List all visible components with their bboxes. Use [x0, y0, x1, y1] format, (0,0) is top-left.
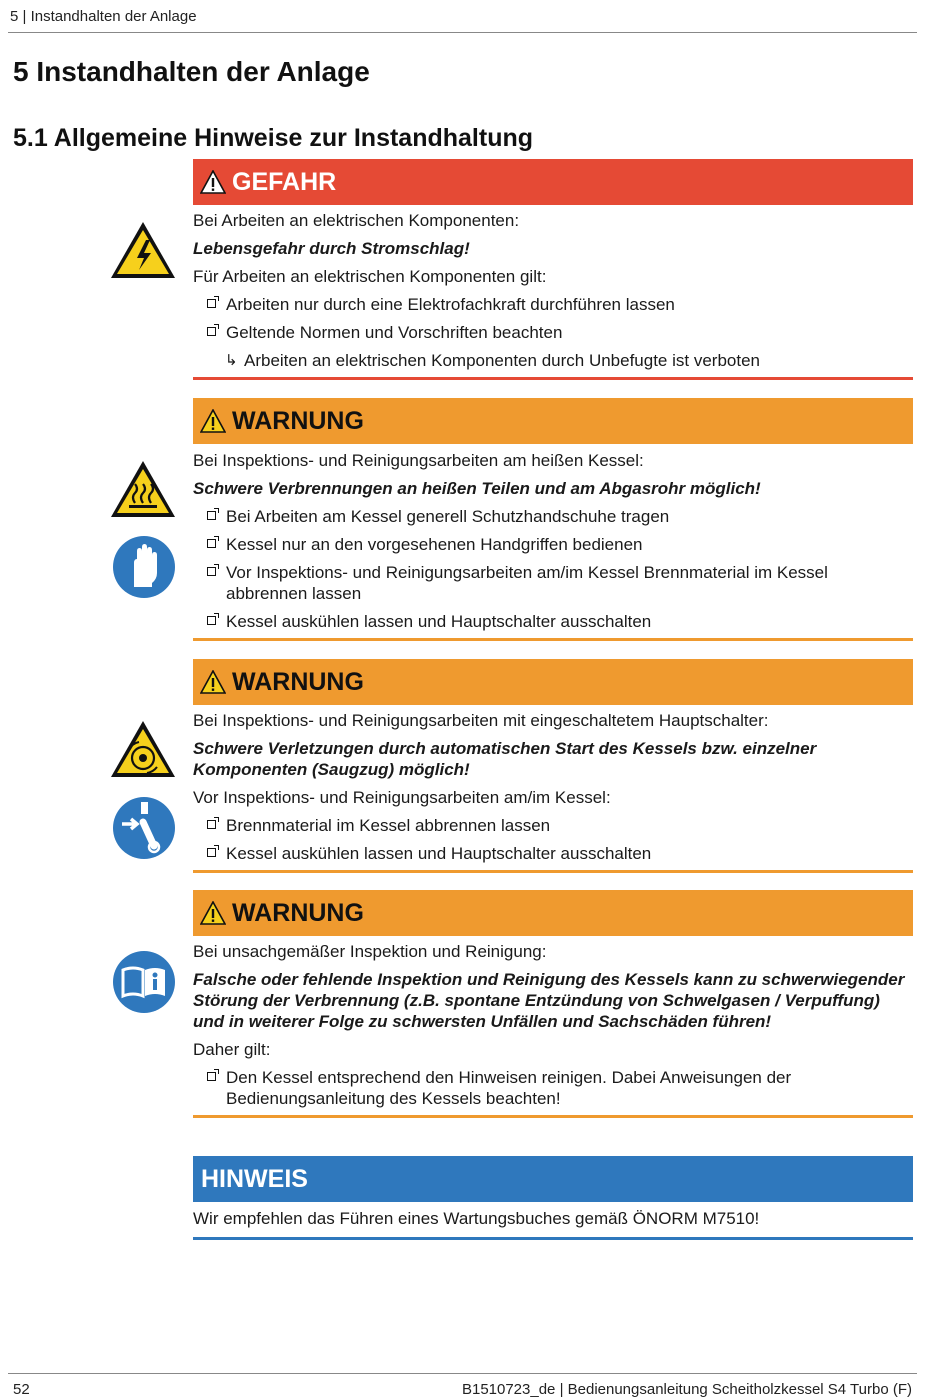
electric-hazard-icon — [109, 220, 177, 280]
list-item — [193, 534, 913, 555]
notice-level: WARNUNG — [232, 406, 364, 435]
list-item-text: Kessel auskühlen lassen und Hauptschalter ausschalten — [226, 612, 652, 631]
checkbox-bullet-icon — [207, 299, 216, 308]
warnung-banner — [193, 398, 913, 444]
document-reference: B1510723_de | Bedienungsanleitung Scheitholzkessel S4 Turbo (F) — [461, 1381, 912, 1398]
list-item-text: Vor Inspektions- und Reinigungsarbeiten am/im Kessel Brennmaterial im Kessel abbrennen lassen — [226, 563, 828, 603]
list-item — [193, 815, 913, 836]
list-item — [193, 1067, 913, 1109]
checkbox-bullet-icon — [207, 820, 216, 829]
checkbox-bullet-icon — [207, 616, 216, 625]
header-rule — [8, 32, 917, 33]
warning-triangle-icon — [200, 670, 226, 694]
list-item-text: Kessel nur an den vorgesehenen Handgriffen bedienen — [226, 535, 643, 554]
notice-lead: Daher gilt: — [193, 1040, 271, 1059]
notice-hinweis — [193, 1156, 913, 1240]
notice-consequence: Falsche oder fehlende Inspektion und Reinigung des Kessels kann zu schwerwiegender Störung der Verbrennung (z.B. spontane Entzündung von Schwelgasen / Verpuffung) und in weiterer Folge zu schwersten Unfällen und Sachschäden führen! — [193, 970, 905, 1031]
notice-warnung-inspection — [193, 890, 913, 1118]
footer-rule — [8, 1373, 917, 1374]
notice-intro: Bei Inspektions- und Reinigungsarbeiten mit eingeschaltetem Hauptschalter: — [193, 711, 769, 730]
result-text: Arbeiten an elektrischen Komponenten durch Unbefugte ist verboten — [244, 351, 760, 370]
checkbox-bullet-icon — [207, 511, 216, 520]
notice-lead: Vor Inspektions- und Reinigungsarbeiten am/im Kessel: — [193, 788, 611, 807]
list-item-text: Bei Arbeiten am Kessel generell Schutzhandschuhe tragen — [226, 507, 670, 526]
warning-triangle-icon — [200, 901, 226, 925]
list-item — [193, 294, 913, 315]
result-arrow-icon: ↳ — [225, 352, 238, 369]
read-manual-icon — [110, 948, 178, 1016]
checkbox-bullet-icon — [207, 567, 216, 576]
automatic-start-icon — [109, 719, 177, 779]
warning-triangle-icon — [200, 170, 226, 194]
list-item-text: Brennmaterial im Kessel abbrennen lassen — [226, 816, 551, 835]
notice-intro: Bei Inspektions- und Reinigungsarbeiten am heißen Kessel: — [193, 451, 644, 470]
warnung-banner — [193, 890, 913, 936]
notice-consequence: Schwere Verletzungen durch automatischen Start des Kessels bzw. einzelner Komponenten (Saugzug) möglich! — [193, 739, 817, 779]
notice-level: WARNUNG — [232, 898, 364, 927]
checkbox-bullet-icon — [207, 327, 216, 336]
gefahr-banner — [193, 159, 913, 205]
notice-level: HINWEIS — [201, 1164, 308, 1193]
notice-end-rule — [193, 1115, 913, 1118]
list-item — [193, 322, 913, 343]
notice-warnung-autostart — [193, 659, 913, 873]
notice-end-rule — [193, 870, 913, 873]
notice-warnung-hot — [193, 398, 913, 641]
warning-triangle-icon — [200, 409, 226, 433]
notice-end-rule — [193, 377, 913, 380]
list-item — [193, 506, 913, 527]
notice-text: Wir empfehlen das Führen eines Wartungsbuches gemäß ÖNORM M7510! — [193, 1209, 760, 1228]
section-title: 5.1 Allgemeine Hinweise zur Instandhaltung — [13, 124, 534, 152]
notice-lead: Für Arbeiten an elektrischen Komponenten gilt: — [193, 267, 547, 286]
wear-gloves-icon — [110, 533, 178, 601]
notice-end-rule — [193, 1237, 913, 1240]
notice-intro: Bei unsachgemäßer Inspektion und Reinigung: — [193, 942, 547, 961]
notice-level: GEFAHR — [232, 167, 337, 196]
running-head: 5 | Instandhalten der Anlage — [10, 8, 197, 25]
page-number: 52 — [13, 1381, 30, 1398]
hot-surface-icon — [109, 459, 177, 519]
disconnect-power-icon — [110, 794, 178, 862]
list-item-text: Den Kessel entsprechend den Hinweisen reinigen. Dabei Anweisungen der Bedienungsanleitung des Kessels beachten! — [226, 1068, 792, 1108]
list-item-text: Geltende Normen und Vorschriften beachten — [226, 323, 563, 342]
notice-gefahr — [193, 159, 913, 380]
list-item — [193, 611, 913, 632]
checkbox-bullet-icon — [207, 1072, 216, 1081]
notice-consequence: Schwere Verbrennungen an heißen Teilen und am Abgasrohr möglich! — [193, 479, 761, 498]
notice-end-rule — [193, 638, 913, 641]
notice-intro: Bei Arbeiten an elektrischen Komponenten: — [193, 211, 520, 230]
list-item — [193, 562, 913, 604]
chapter-title: 5 Instandhalten der Anlage — [13, 56, 370, 87]
result-item — [193, 350, 913, 371]
notice-level: WARNUNG — [232, 667, 364, 696]
hinweis-banner — [193, 1156, 913, 1202]
checkbox-bullet-icon — [207, 539, 216, 548]
checkbox-bullet-icon — [207, 848, 216, 857]
notice-consequence: Lebensgefahr durch Stromschlag! — [193, 239, 470, 258]
list-item-text: Arbeiten nur durch eine Elektrofachkraft durchführen lassen — [226, 295, 675, 314]
warnung-banner — [193, 659, 913, 705]
list-item — [193, 843, 913, 864]
list-item-text: Kessel auskühlen lassen und Hauptschalter ausschalten — [226, 844, 652, 863]
